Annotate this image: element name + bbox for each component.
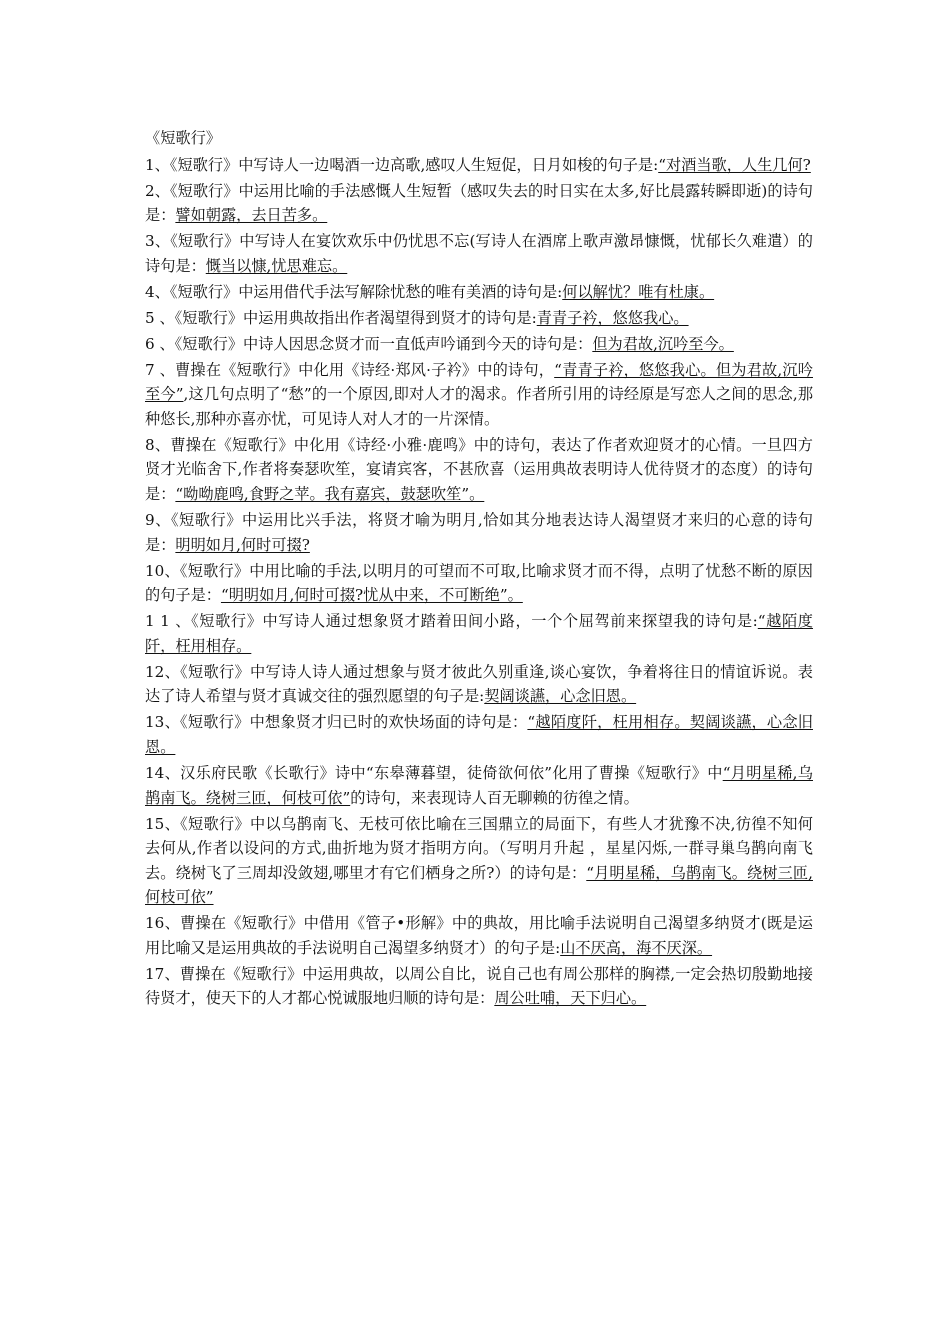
- question-item: [145, 179, 813, 228]
- question-text: 7 、曹操在《短歌行》中化用《诗经·郑风·子衿》中的诗句，: [145, 360, 555, 379]
- question-text: 15、《短歌行》中以乌鹊南飞、无枝可依比喻在三国鼎立的局面下，有些人才犹豫不决,彷徨不知何去何从,作者以设问的方式,曲折地为贤才指明方向。（写明月升起 ，星星闪烁,一群寻巢乌鹊向南飞去。绕树飞了三周却没敛翅,哪里才有它们栖身之所?）的诗句是：: [145, 814, 813, 882]
- answer-text: “月明星稀,乌鹊南飞。绕树三匝，何枝可依”: [145, 763, 813, 807]
- question-text: 14、汉乐府民歌《长歌行》诗中“东皋薄暮望，徒倚欲何依”化用了曹操《短歌行》中: [145, 763, 723, 782]
- question-item: [145, 306, 813, 331]
- question-text: 1 1 、《短歌行》中写诗人通过想象贤才踏着田间小路，一个个屈驾前来探望我的诗句是:: [145, 612, 758, 631]
- question-item: [145, 609, 813, 658]
- question-item: [145, 332, 813, 357]
- question-text: 2、《短歌行》中运用比喻的手法感慨人生短暂（感叹失去的时日实在太多,好比晨露转瞬即逝)的诗句是：: [145, 181, 813, 225]
- answer-text: “越陌度阡，枉用相存。契阔谈讌，心念旧恩。: [145, 713, 813, 756]
- answer-text: “月明星稀，乌鹊南飞。绕树三匝,何枝可依”: [145, 863, 813, 907]
- answer-text: 慨当以慷,忧思难忘。: [205, 256, 348, 275]
- question-text: 9、《短歌行》中运用比兴手法，将贤才喻为明月,恰如其分地表达诗人渴望贤才来归的心意的诗句是：: [145, 511, 813, 554]
- question-text: 6 、《短歌行》中诗人因思念贤才而一直低声吟诵到今天的诗句是：: [145, 334, 593, 353]
- answer-text: 何以解忧？唯有杜康。: [562, 282, 715, 301]
- answer-text: “呦呦鹿鸣,食野之苹。我有嘉宾，鼓瑟吹笙”。: [175, 485, 485, 504]
- question-text: 3、《短歌行》中写诗人在宴饮欢乐中仍忧思不忘(写诗人在酒席上歌声激昂慷慨，忧郁长久难遣）的诗句是：: [145, 232, 813, 275]
- answer-text: 周公吐哺，天下归心。: [494, 989, 647, 1008]
- question-continuation: 的诗句，来表现诗人百无聊赖的彷徨之情。: [350, 788, 639, 807]
- question-item: [145, 433, 813, 507]
- question-text: 12、《短歌行》中写诗人诗人通过想象与贤才彼此久别重逢,谈心宴饮，争着将往日的情谊诉说。表达了诗人希望与贤才真诚交往的强烈愿望的句子是:: [145, 662, 813, 706]
- answer-text: 契阔谈讌，心念旧恩。: [484, 687, 637, 706]
- question-text: 10、《短歌行》中用比喻的手法,以明月的可望而不可取,比喻求贤才而不得，点明了忧愁不断的原因的句子是：: [145, 561, 813, 605]
- answer-text: “明明如月,何时可掇?忧从中来，不可断绝”。: [220, 586, 523, 605]
- answer-text: “对酒当歌，人生几何?: [658, 155, 811, 174]
- answer-text: 明明如月,何时可掇?: [175, 535, 310, 554]
- question-text: 17、曹操在《短歌行》中运用典故，以周公自比，说自己也有周公那样的胸襟,一定会热切殷勤地接待贤才，使天下的人才都心悦诚服地归顺的诗句是：: [145, 964, 813, 1008]
- answer-text: 但为君故,沉吟至今。: [592, 334, 734, 353]
- answer-text: “青青子衿，悠悠我心。但为君故,沉吟至今”: [145, 360, 813, 404]
- question-item: [145, 962, 813, 1011]
- question-continuation: ,这几句点明了“愁”的一个原因,即对人才的渴求。作者所引用的诗经原是写恋人之间的思念,那种悠长,那种亦喜亦忧，可见诗人对人才的一片深情。: [145, 385, 814, 428]
- question-text: 1、《短歌行》中写诗人一边喝酒一边高歌,感叹人生短促，日月如梭的句子是:: [145, 155, 659, 174]
- document-title: 《短歌行》: [145, 129, 221, 147]
- answer-text: 山不厌高，海不厌深。: [560, 938, 713, 957]
- question-item: [145, 710, 813, 759]
- question-item: [145, 812, 813, 910]
- answer-text: “越陌度阡，枉用相存。: [145, 612, 813, 655]
- question-item: [145, 508, 813, 557]
- question-item: [145, 911, 813, 960]
- question-text: 5 、《短歌行》中运用典故指出作者渴望得到贤才的诗句是:: [145, 308, 537, 327]
- question-item: [145, 358, 813, 432]
- question-item: [145, 761, 813, 810]
- answer-text: 譬如朝露，去日苦多。: [175, 206, 328, 225]
- question-text: 13、《短歌行》中想象贤才归已时的欢快场面的诗句是：: [145, 713, 528, 732]
- question-item: [145, 280, 813, 305]
- question-item: [145, 229, 813, 278]
- question-item: [145, 153, 813, 178]
- document-page: [145, 126, 813, 1012]
- question-text: 4、《短歌行》中运用借代手法写解除忧愁的唯有美酒的诗句是:: [145, 282, 563, 301]
- question-text: 16、曹操在《短歌行》中借用《管子•形解》中的典故，用比喻手法说明自己渴望多纳贤才(既是运用比喻又是运用典故的手法说明自己渴望多纳贤才）的句子是:: [145, 914, 813, 957]
- question-text: 8、曹操在《短歌行》中化用《诗经·小雅·鹿鸣》中的诗句，表达了作者欢迎贤才的心情。一旦四方贤才光临舍下,作者将奏瑟吹笙，宴请宾客，不甚欣喜（运用典故表明诗人优待贤才的态度）的诗句是：: [145, 435, 813, 504]
- question-item: [145, 559, 813, 608]
- question-item: [145, 660, 813, 709]
- answer-text: 青青子衿，悠悠我心。: [536, 308, 689, 327]
